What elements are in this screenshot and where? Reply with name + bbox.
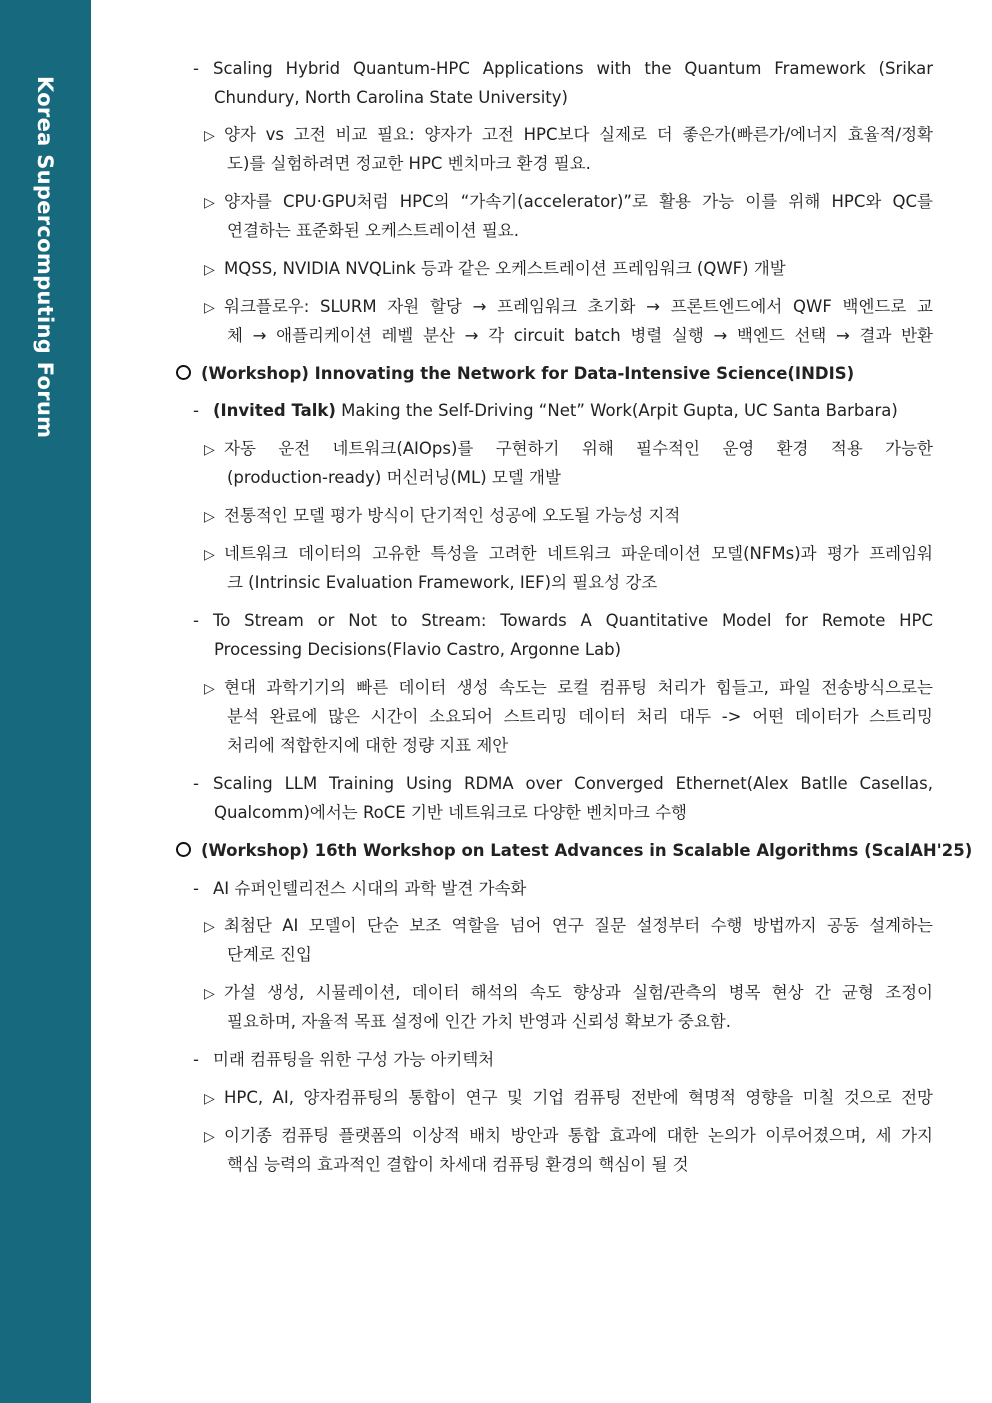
list-item-continuation: 필요하며, 자율적 목표 설정에 인간 가치 반영과 신뢰성 확보가 중요함. (227, 1012, 731, 1031)
triangle-bullet-icon: ▷ (204, 681, 215, 697)
triangle-bullet-icon: ▷ (204, 1091, 215, 1107)
list-item: ▷ 현대 과학기기의 빠른 데이터 생성 속도는 로컬 컴퓨팅 처리가 힘들고, 파일 전송방식으로는 (204, 673, 933, 704)
section-heading: (Workshop) 16th Workshop on Latest Advances in Scalable Algorithms (ScalAH'25) (176, 836, 933, 865)
list-item-continuation: 분석 완료에 많은 시간이 소요되어 스트리밍 데이터 처리 대두 -> 어떤 데이터가 스트리밍 (227, 707, 933, 726)
triangle-bullet-icon: ▷ (204, 262, 215, 278)
triangle-bullet-icon: ▷ (204, 986, 215, 1002)
triangle-bullet-icon: ▷ (204, 195, 215, 211)
list-item: ▷ 전통적인 모델 평가 방식이 단기적인 성공에 오도될 가능성 지적 (204, 501, 680, 532)
triangle-bullet-icon: ▷ (204, 1129, 215, 1145)
triangle-bullet-icon: ▷ (204, 919, 215, 935)
list-item: - AI 슈퍼인텔리전스 시대의 과학 발견 가속화 (193, 874, 526, 903)
dash-marker: - (193, 401, 199, 420)
triangle-bullet-icon: ▷ (204, 300, 215, 316)
triangle-bullet-icon: ▷ (204, 128, 215, 144)
list-item: - To Stream or Not to Stream: Towards A Quantitative Model for Remote HPC (193, 606, 933, 635)
list-item: ▷ MQSS, NVIDIA NVQLink 등과 같은 오케스트레이션 프레임워크 (QWF) 개발 (204, 254, 786, 285)
list-item: ▷ 양자를 CPU·GPU처럼 HPC의 “가속기(accelerator)”로 활용 가능 이를 위해 HPC와 QC를 (204, 187, 933, 218)
list-item-continuation: 핵심 능력의 효과적인 결합이 차세대 컴퓨팅 환경의 핵심이 될 것 (227, 1155, 689, 1174)
list-item: ▷ 이기종 컴퓨팅 플랫폼의 이상적 배치 방안과 통합 효과에 대한 논의가 이루어졌으며, 세 가지 (204, 1121, 933, 1152)
sidebar-title: Korea Supercomputing Forum (33, 76, 57, 439)
list-item: - Scaling Hybrid Quantum-HPC Applications with the Quantum Framework (Srikar (193, 54, 933, 83)
circle-bullet-icon (176, 365, 191, 380)
triangle-bullet-icon: ▷ (204, 509, 215, 525)
list-item: - Scaling LLM Training Using RDMA over Converged Ethernet(Alex Batlle Casellas, (193, 769, 933, 798)
circle-bullet-icon (176, 842, 191, 857)
list-item-continuation: Processing Decisions(Flavio Castro, Argonne Lab) (214, 640, 622, 659)
list-item: ▷ 가설 생성, 시뮬레이션, 데이터 해석의 속도 향상과 실험/관측의 병목 현상 간 균형 조정이 (204, 978, 933, 1009)
dash-marker: - (193, 1050, 199, 1069)
list-item-continuation: 체 → 애플리케이션 레벨 분산 → 각 circuit batch 병렬 실행 → 백엔드 선택 → 결과 반환 (227, 326, 933, 345)
section-heading: (Workshop) Innovating the Network for Data-Intensive Science(INDIS) (176, 359, 854, 388)
dash-marker: - (193, 879, 199, 898)
list-item: ▷ 네트워크 데이터의 고유한 특성을 고려한 네트워크 파운데이션 모델(NFMs)과 평가 프레임워 (204, 539, 933, 570)
list-item-continuation: 처리에 적합한지에 대한 정량 지표 제안 (227, 736, 509, 755)
list-item-continuation: 크 (Intrinsic Evaluation Framework, IEF)의 필요성 강조 (227, 573, 658, 592)
list-item: ▷ 최첨단 AI 모델이 단순 보조 역할을 넘어 연구 질문 설정부터 수행 방법까지 공동 설계하는 (204, 911, 933, 942)
list-item: ▷ 양자 vs 고전 비교 필요: 양자가 고전 HPC보다 실제로 더 좋은가(빠른가/에너지 효율적/정확 (204, 120, 933, 151)
dash-marker: - (193, 774, 199, 793)
list-item: - (Invited Talk) Making the Self-Driving “Net” Work(Arpit Gupta, UC Santa Barbara) (193, 396, 898, 425)
list-item-continuation: Qualcomm)에서는 RoCE 기반 네트워크로 다양한 벤치마크 수행 (214, 803, 687, 822)
list-item-continuation: Chundury, North Carolina State University) (214, 88, 568, 107)
list-item: ▷ 워크플로우: SLURM 자원 할당 → 프레임워크 초기화 → 프론트엔드에서 QWF 백엔드로 교 (204, 292, 933, 323)
triangle-bullet-icon: ▷ (204, 547, 215, 563)
list-item: ▷ HPC, AI, 양자컴퓨팅의 통합이 연구 및 기업 컴퓨팅 전반에 혁명적 영향을 미칠 것으로 전망 (204, 1083, 933, 1114)
list-item-continuation: 도)를 실험하려면 정교한 HPC 벤치마크 환경 필요. (227, 154, 591, 173)
list-item: ▷ 자동 운전 네트워크(AIOps)를 구현하기 위해 필수적인 운영 환경 적용 가능한 (204, 434, 933, 465)
list-item-continuation: (production-ready) 머신러닝(ML) 모델 개발 (227, 468, 561, 487)
list-item-continuation: 연결하는 표준화된 오케스트레이션 필요. (227, 221, 519, 240)
triangle-bullet-icon: ▷ (204, 442, 215, 458)
list-item-continuation: 단계로 진입 (227, 945, 312, 964)
dash-marker: - (193, 611, 199, 630)
dash-marker: - (193, 59, 199, 78)
list-item: - 미래 컴퓨팅을 위한 구성 가능 아키텍처 (193, 1045, 494, 1074)
